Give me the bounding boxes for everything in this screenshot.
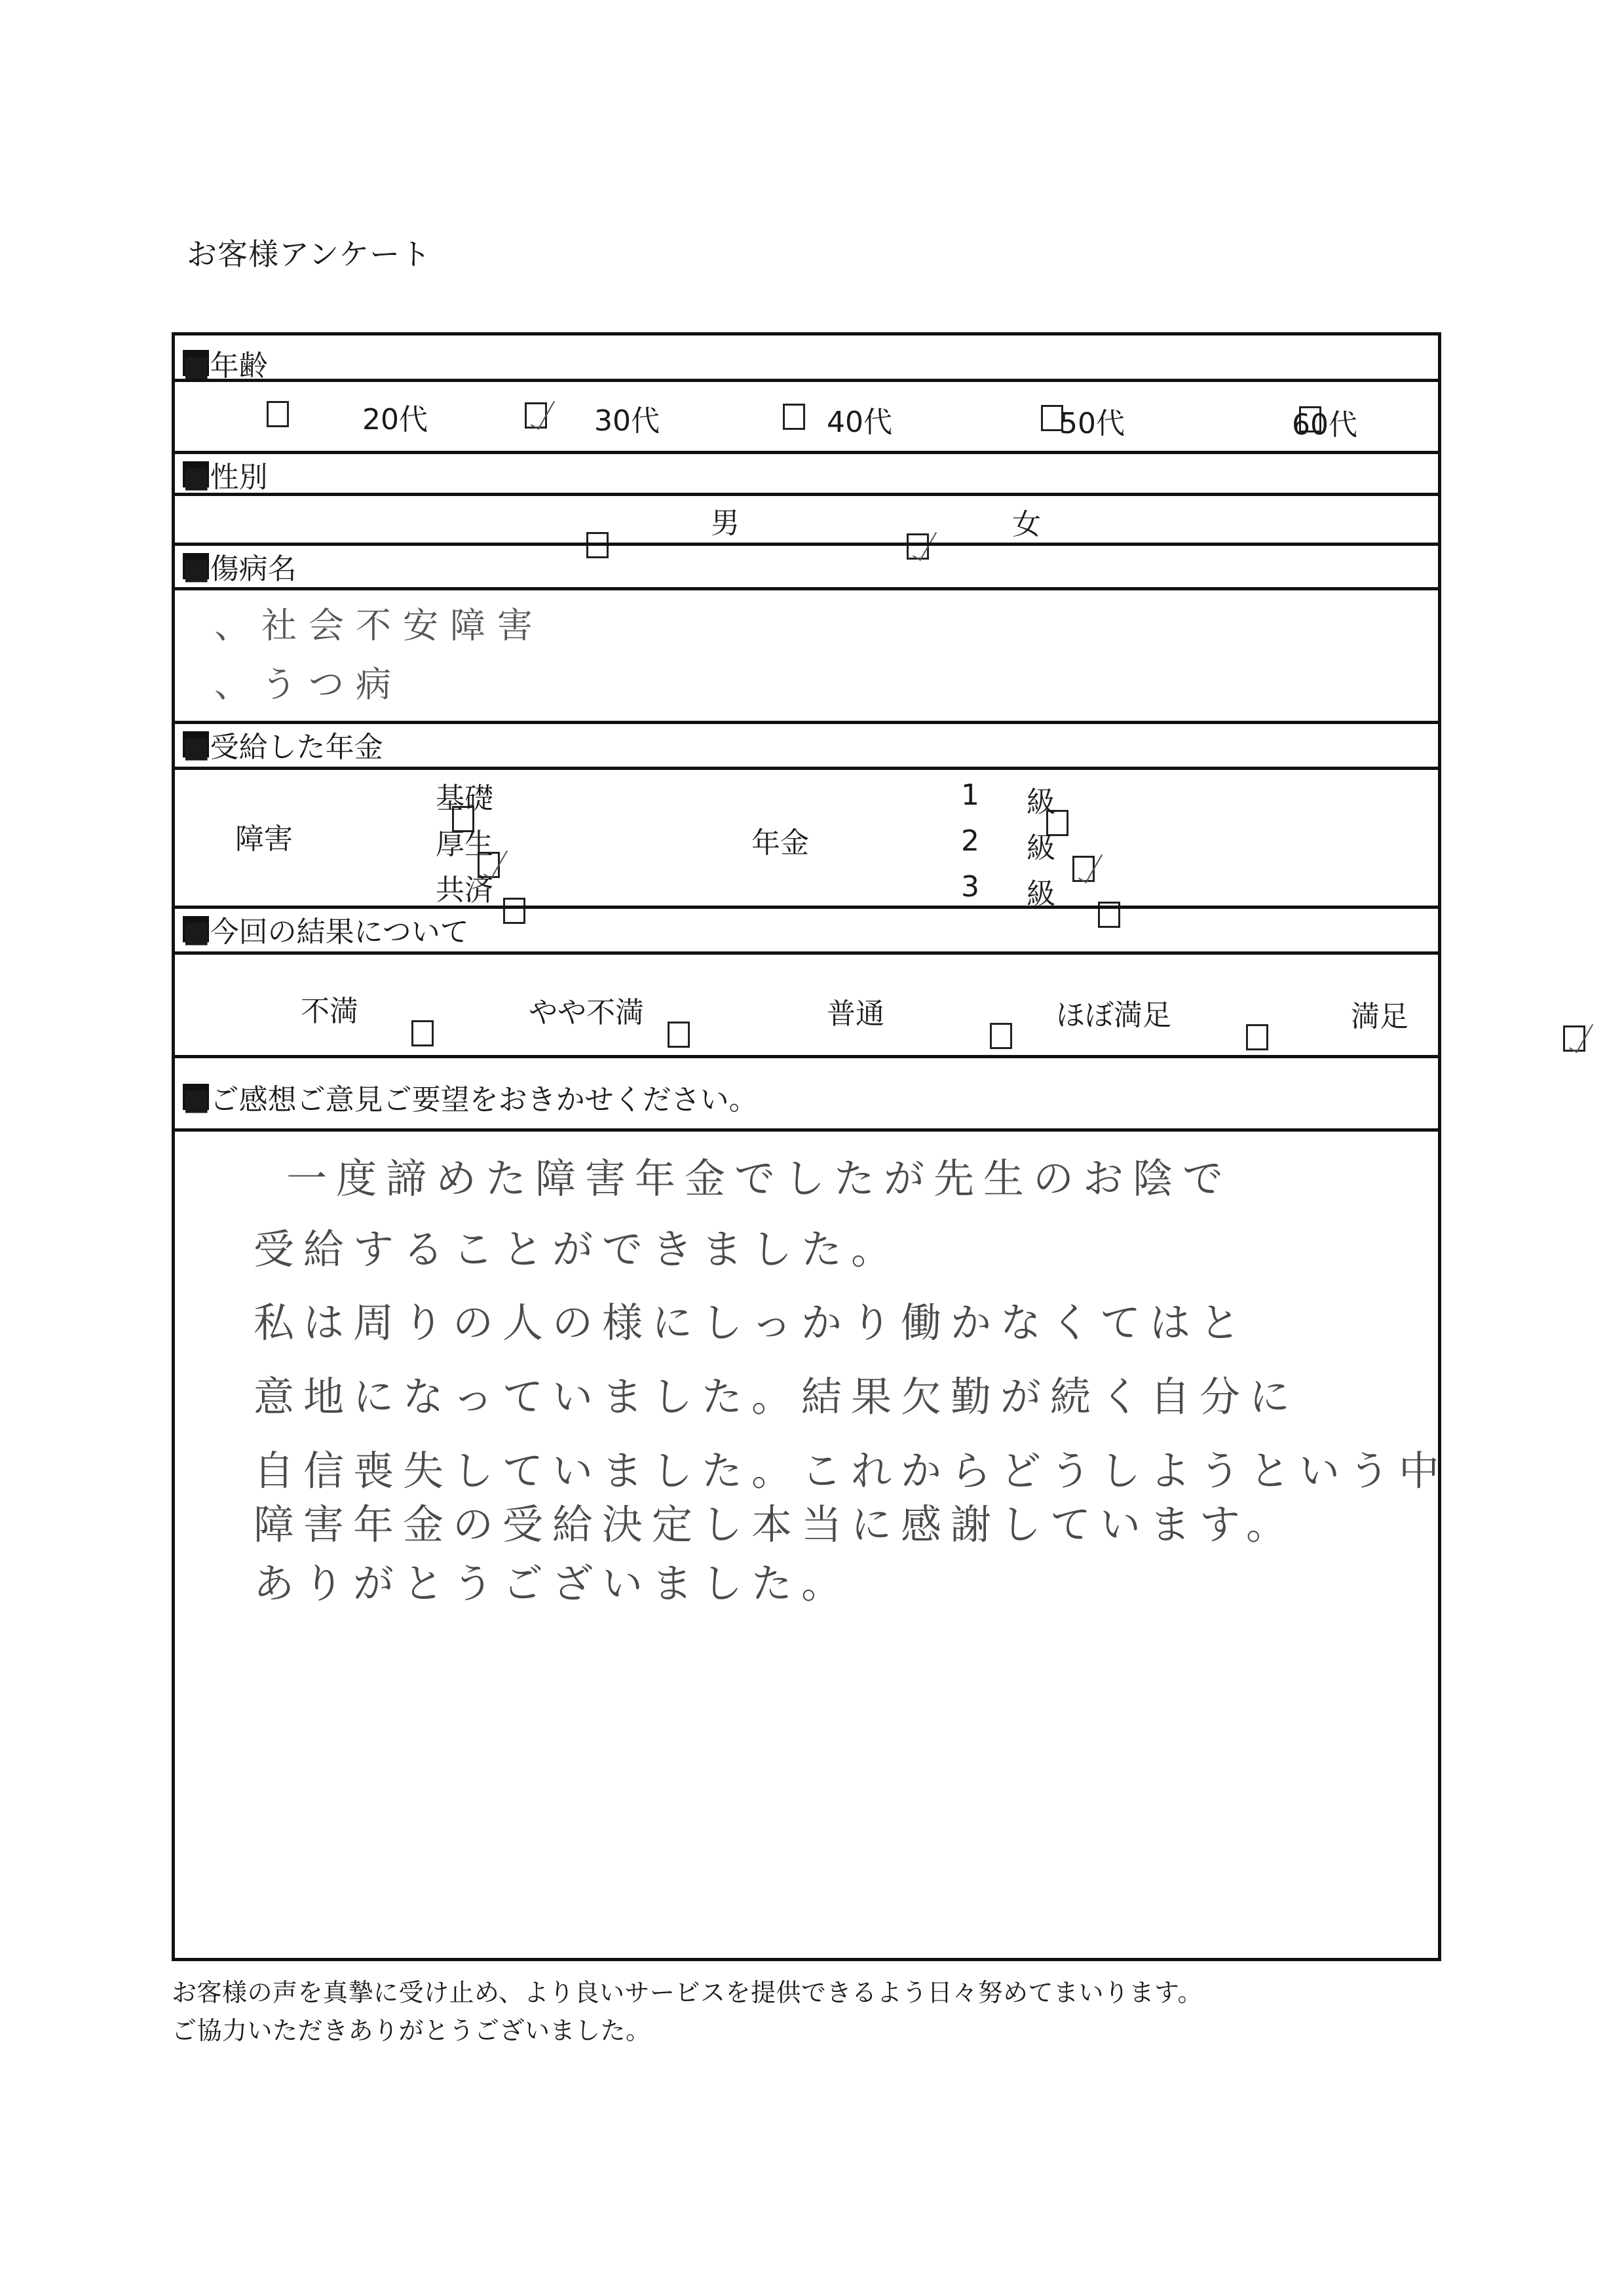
checkbox-pension-kyosai[interactable]: [503, 898, 525, 924]
pension-kiso-label: 基礎: [436, 782, 493, 815]
result-dissatisfied-label: 不満: [301, 995, 358, 1028]
divider: [175, 951, 1438, 955]
checkbox-age-40s[interactable]: [783, 404, 805, 430]
comment-line: 一度諦めた障害年金でしたが先生のお陰で: [286, 1155, 1233, 1202]
survey-form: [172, 332, 1449, 1961]
checkbox-result-neutral[interactable]: [990, 1023, 1012, 1049]
age-50s-label: 50代: [1059, 407, 1125, 440]
checkbox-result-dissatisfied[interactable]: [411, 1020, 434, 1046]
age-30s-label: 30代: [594, 404, 660, 438]
divider: [175, 767, 1438, 770]
section-header-age: [183, 342, 268, 384]
comment-line: 受給することができました。: [254, 1225, 901, 1273]
result-satisfied-label: 満足: [1351, 1000, 1408, 1033]
result-mostly-satisfied-label: ほぼ満足: [1056, 999, 1171, 1032]
comment-line: ありがとうございました。: [254, 1559, 852, 1607]
comments-header-label: ■ご感想ご意見ご要望をおきかせください。: [183, 1083, 758, 1117]
divider: [175, 379, 1438, 382]
pension-kyosai-label: 共済: [436, 873, 493, 907]
grade-1-number: 1: [961, 778, 979, 812]
pension-header-label: ■受給した年金: [183, 731, 383, 764]
result-somewhat-dissatisfied-label: やや不満: [529, 996, 644, 1029]
age-40s-label: 40代: [827, 406, 892, 439]
pension-label: 年金: [751, 826, 809, 860]
section-header-pension: [183, 723, 383, 765]
footer-message: お客様の声を真摯に受け止め、より良いサービスを提供できるよう日々努めてまいります。: [172, 1978, 1203, 2007]
result-header-label: ■今回の結果について: [183, 915, 469, 949]
section-header-diagnosis: [183, 545, 297, 587]
gender-header-label: ■性別: [183, 461, 268, 494]
comment-line: 私は周りの人の様にしっかり働かなくてはと: [254, 1299, 1250, 1347]
divider: [175, 1055, 1438, 1058]
divider: [175, 587, 1438, 590]
age-header-label: ■年齢: [183, 349, 268, 383]
checkbox-age-30s[interactable]: [525, 402, 547, 429]
grade-3-number: 3: [961, 870, 979, 904]
pension-kosei-label: 厚生: [436, 828, 493, 861]
comment-area[interactable]: [175, 1132, 1449, 1957]
result-neutral-label: 普通: [827, 997, 884, 1031]
gender-male-label: 男: [711, 507, 740, 540]
checkbox-result-satisfied[interactable]: [1563, 1025, 1585, 1052]
checkbox-grade-2[interactable]: [1072, 856, 1095, 882]
divider: [175, 451, 1438, 454]
comment-line: 障害年金の受給決定し本当に感謝しています。: [254, 1501, 1296, 1548]
divider: [175, 543, 1438, 546]
checkbox-gender-female[interactable]: [907, 533, 929, 560]
grade-1-suffix: 級: [1027, 786, 1055, 819]
grade-3-suffix: 級: [1027, 877, 1055, 911]
pension-category-label: 障害: [235, 822, 293, 856]
divider: [175, 493, 1438, 496]
section-header-result: [183, 908, 469, 950]
diagnosis-entry: 、うつ病: [214, 664, 403, 705]
age-60s-label: 60代: [1292, 408, 1357, 442]
survey-title: お客様アンケート: [187, 237, 432, 272]
age-20s-label: 20代: [362, 403, 428, 436]
checkbox-age-20s[interactable]: [267, 401, 289, 427]
checkbox-result-mostly-satisfied[interactable]: [1246, 1024, 1268, 1050]
footer-thanks: ご協力いただきありがとうございました。: [172, 2016, 651, 2045]
gender-female-label: 女: [1012, 508, 1041, 541]
diagnosis-header-label: ■傷病名: [183, 552, 297, 586]
grade-2-suffix: 級: [1027, 832, 1055, 865]
section-header-comments: [183, 1076, 758, 1118]
comment-line: 自信喪失していました。これからどうしようという中: [254, 1447, 1449, 1495]
diagnosis-entry: 、社会不安障害: [214, 605, 544, 646]
checkbox-result-somewhat-dissatisfied[interactable]: [668, 1022, 690, 1048]
section-header-gender: [183, 453, 268, 495]
comment-line: 意地になっていました。結果欠勤が続く自分に: [254, 1373, 1300, 1421]
grade-2-number: 2: [961, 824, 979, 858]
